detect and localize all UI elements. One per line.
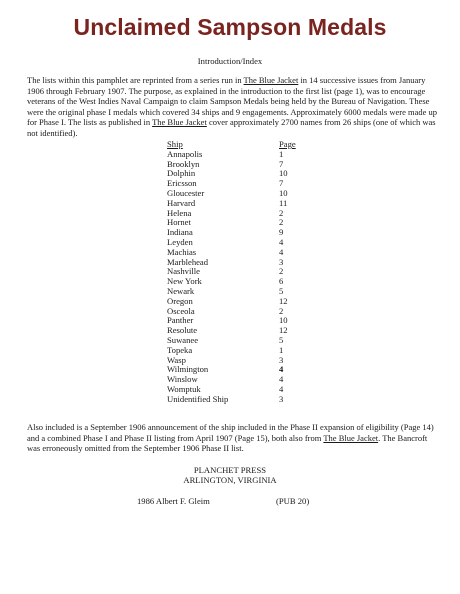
page-number: 4 xyxy=(279,374,284,385)
ship-name: Harvard xyxy=(167,197,196,208)
intro-text-1: The lists within this pamphlet are reprinted from a series run in xyxy=(27,75,244,85)
publication-name: The Blue Jacket xyxy=(152,117,207,127)
ship-name: Unidentified Ship xyxy=(167,393,229,404)
page-number: 4 xyxy=(279,236,284,247)
publisher-location: ARLINGTON, VIRGINIA xyxy=(183,475,277,485)
page-number: 5 xyxy=(279,334,284,345)
publication-name: The Blue Jacket xyxy=(323,432,379,443)
ship-name: Gloucester xyxy=(167,187,205,198)
ship-name: Oregon xyxy=(167,295,193,306)
ship-name: Dolphin xyxy=(167,168,196,179)
page-number: 2 xyxy=(279,207,284,218)
intro-text-2: in 14 successive issues from January 1906 through February 1907. The purpose, as explained in the introduction to the first list (page 1), was to encourage veterans of the West Indies Naval Campaign to claim Sampson Medals being held by the Bureau of Navigation. These were the original phase I medals which covered 34 ships and 9 engagements. Approximately 6000 medals were made up for Phase I. The lists as published in xyxy=(27,75,438,127)
ship-column-header: Ship xyxy=(167,139,183,149)
page-number: 4 xyxy=(279,246,284,257)
intro-text-3: cover approximately 2700 names from 26 ships (one of which was not identified). xyxy=(27,117,436,138)
ship-name: Machias xyxy=(167,246,197,257)
ship-name: Panther xyxy=(167,315,194,326)
ship-name: Hornet xyxy=(167,217,191,228)
ship-name: Womptuk xyxy=(167,383,201,394)
ship-name: New York xyxy=(167,276,202,287)
page-number: 6 xyxy=(279,276,284,287)
ship-name: Resolute xyxy=(167,325,198,336)
section-subtitle: Introduction/Index xyxy=(197,56,263,66)
page-number: 4 xyxy=(279,364,284,375)
page-number: 11 xyxy=(279,197,288,208)
ship-name: Ericsson xyxy=(167,178,197,189)
page-number: 1 xyxy=(279,148,284,159)
ship-name: Winslow xyxy=(167,374,198,385)
closing-paragraph xyxy=(27,422,439,454)
copyright-credit: 1986 Albert F. Gleim xyxy=(137,496,210,506)
closing-text-1: Also included is a September 1906 announcement of the ship included in the Phase II expansion of eligibility (Page 14) and a combined Phase I and Phase II listing from April 1907 (Page 15), both also from xyxy=(27,422,434,443)
ship-name: Nashville xyxy=(167,266,200,277)
page-number: 1 xyxy=(279,344,284,355)
publisher-name: PLANCHET PRESS xyxy=(193,465,267,475)
page-number: 2 xyxy=(279,305,284,316)
page-number: 3 xyxy=(279,354,284,365)
intro-paragraph xyxy=(27,75,439,138)
page-number: 5 xyxy=(279,285,284,296)
page-number: 2 xyxy=(279,266,284,277)
table-body xyxy=(167,150,309,405)
ship-name: Newark xyxy=(167,285,195,296)
page-number: 10 xyxy=(279,168,288,179)
ship-name: Brooklyn xyxy=(167,158,200,169)
ship-name: Leyden xyxy=(167,236,193,247)
table-row xyxy=(167,346,309,356)
ship-name: Wilmington xyxy=(167,364,209,375)
page-number: 9 xyxy=(279,227,284,238)
ship-name: Marblehead xyxy=(167,256,209,267)
page-column-header: Page xyxy=(279,139,296,149)
closing-text-2: . The Bancroft was erroneously omitted from the September 1906 Phase II list. xyxy=(27,432,428,453)
table-row xyxy=(167,395,309,405)
publication-name: The Blue Jacket xyxy=(243,75,299,85)
publication-code: (PUB 20) xyxy=(276,496,310,506)
page-number: 3 xyxy=(279,256,284,267)
ship-name: Osceola xyxy=(167,305,195,316)
ship-name: Helena xyxy=(167,207,192,218)
page-number: 2 xyxy=(279,217,284,228)
ship-name: Annapolis xyxy=(167,148,203,159)
page-number: 12 xyxy=(279,295,288,306)
page-number: 4 xyxy=(279,383,284,394)
ship-name: Wasp xyxy=(167,354,186,365)
page-number: 10 xyxy=(279,315,288,326)
page-number: 3 xyxy=(279,393,284,404)
ship-name: Topeka xyxy=(167,344,193,355)
page-number: 7 xyxy=(279,158,284,169)
ship-name: Suwanee xyxy=(167,334,199,345)
page-number: 7 xyxy=(279,178,284,189)
document-title: Unclaimed Sampson Medals xyxy=(73,14,387,40)
ship-index-table xyxy=(167,140,309,405)
ship-name: Indiana xyxy=(167,227,193,238)
page-number: 10 xyxy=(279,187,288,198)
page-number: 12 xyxy=(279,325,288,336)
